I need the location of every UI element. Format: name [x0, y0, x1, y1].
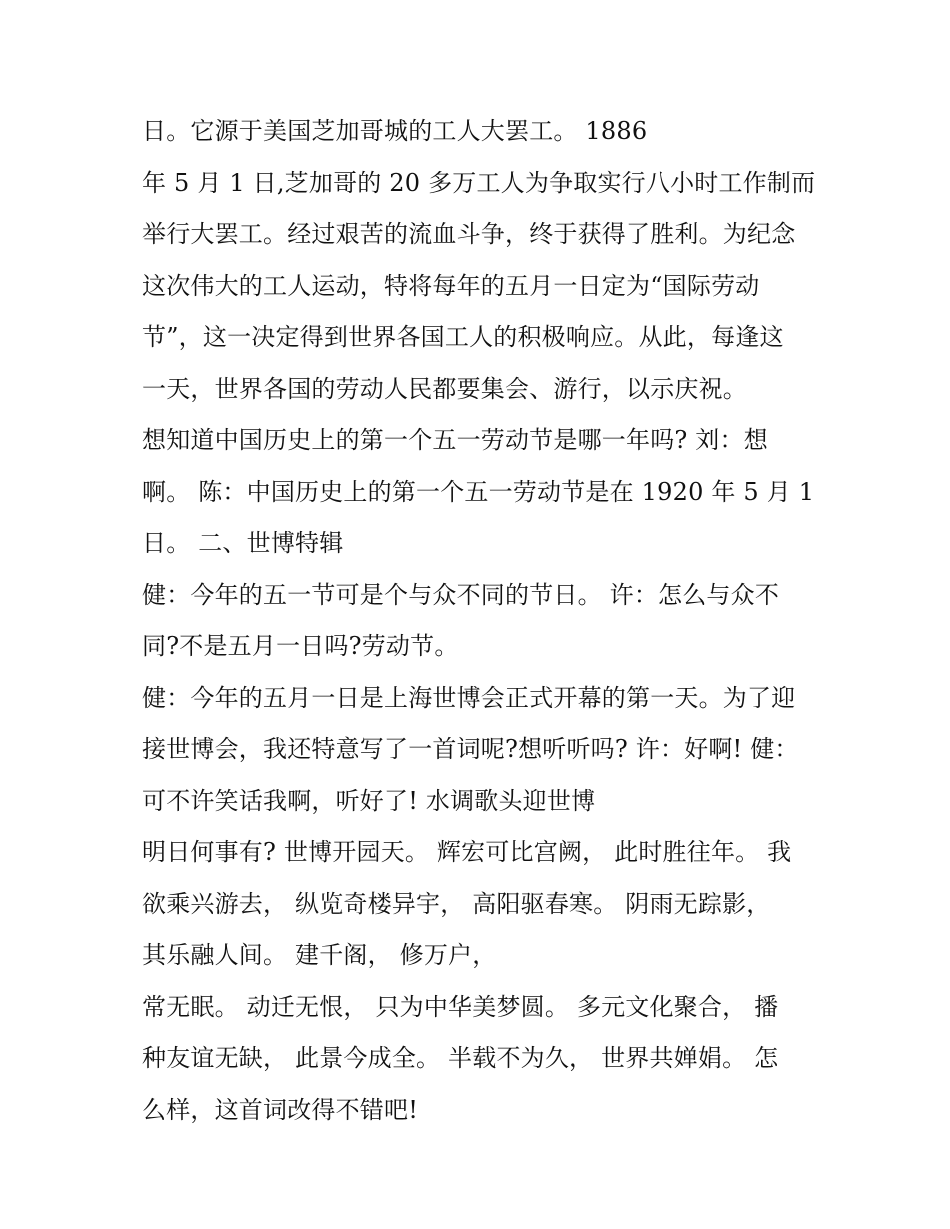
text-line: 啊。 陈：中国历史上的第一个五一劳动节是在 1920 年 5 月 1: [142, 477, 815, 506]
text-line: 健：今年的五月一日是上海世博会正式开幕的第一天。为了迎: [142, 683, 796, 712]
text-line: 这次伟大的工人运动，特将每年的五月一日定为“国际劳动: [142, 271, 760, 300]
text-line: 想知道中国历史上的第一个五一劳动节是哪一年吗? 刘：想: [142, 426, 768, 454]
text-line: 一天，世界各国的劳动人民都要集会、游行，以示庆祝。: [142, 374, 747, 403]
text-line: 日。它源于美国芝加哥城的工人大罢工。 1886: [142, 117, 648, 145]
text-line: 种友谊无缺， 此景今成全。 半载不为久， 世界共婵娟。 怎: [142, 1044, 779, 1072]
text-line: 接世博会，我还特意写了一首词呢?想听听吗? 许：好啊! 健：: [142, 735, 799, 763]
text-line: 可不许笑话我啊，听好了! 水调歌头迎世博: [142, 786, 596, 815]
text-line: 节”，这一决定得到世界各国工人的积极响应。从此，每逢这: [142, 323, 784, 351]
text-line: 健：今年的五一节可是个与众不同的节日。 许：怎么与众不: [142, 580, 780, 609]
text-line: 同?不是五月一日吗?劳动节。: [142, 632, 459, 660]
text-line: 常无眠。 动迁无恨， 只为中华美梦圆。 多元文化聚合， 播: [142, 992, 779, 1021]
text-line: 明日何事有? 世博开园天。 辉宏可比宫阙， 此时胜往年。 我: [142, 838, 792, 866]
body-text: [142, 111, 822, 1141]
text-line: 举行大罢工。经过艰苦的流血斗争，终于获得了胜利。为纪念: [142, 220, 796, 248]
text-line: 欲乘兴游去， 纵览奇楼异宇， 高阳驱春寒。 阴雨无踪影，: [142, 889, 771, 918]
text-line: 么样，这首词改得不错吧!: [142, 1095, 419, 1124]
text-line: 其乐融人间。 建千阁， 修万户，: [142, 941, 497, 969]
text-line: 年 5 月 1 日,芝加哥的 20 多万工人为争取实行八小时工作制而: [142, 168, 816, 197]
text-line: 日。 二、世博特辑: [142, 529, 344, 557]
